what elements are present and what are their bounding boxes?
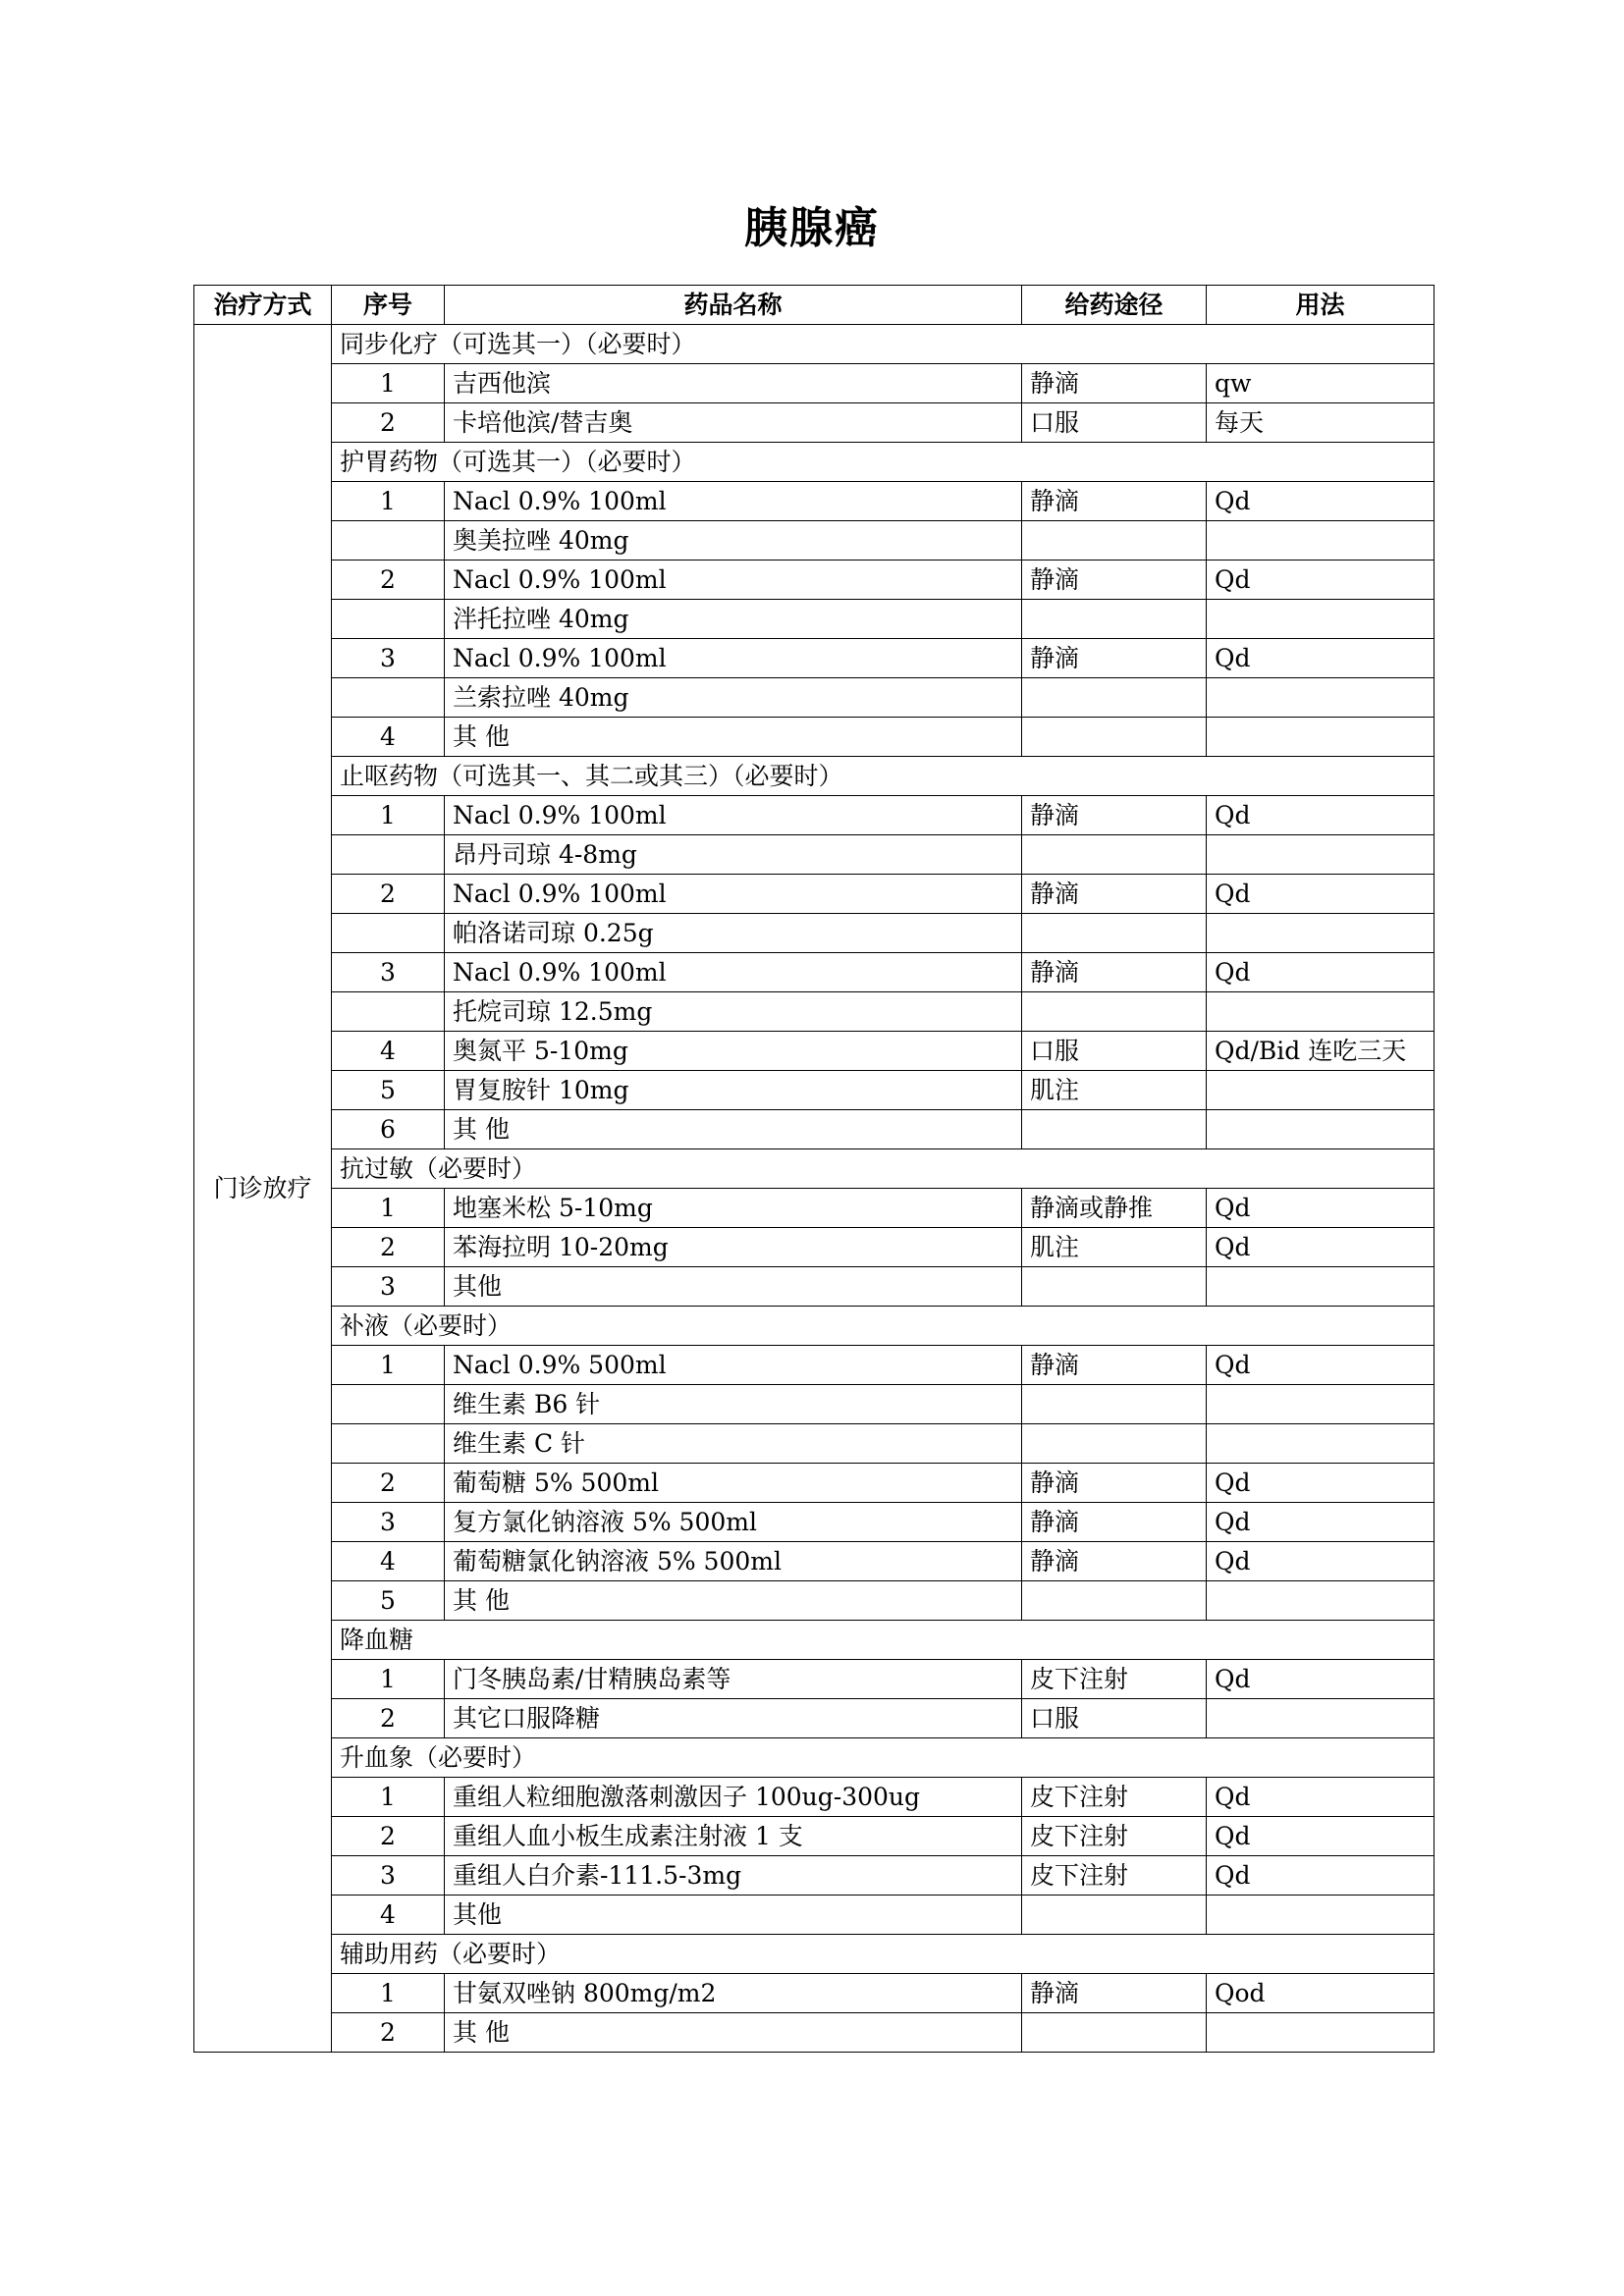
- drug-cell: 奥氮平 5-10mg: [445, 1032, 1022, 1071]
- route-cell: [1022, 992, 1207, 1032]
- drug-cell: 其它口服降糖: [445, 1699, 1022, 1738]
- seq-cell: 1: [332, 1660, 445, 1699]
- table-row: [194, 1110, 1435, 1149]
- table-row: [194, 1424, 1435, 1464]
- drug-cell: Nacl 0.9% 100ml: [445, 875, 1022, 914]
- usage-cell: Qd: [1207, 1228, 1435, 1267]
- header-seq: 序号: [332, 286, 445, 325]
- seq-cell: 2: [332, 403, 445, 443]
- seq-cell: 1: [332, 1778, 445, 1817]
- seq-cell: [332, 678, 445, 718]
- seq-cell: 1: [332, 1974, 445, 2013]
- usage-cell: Qd/Bid 连吃三天: [1207, 1032, 1435, 1071]
- drug-cell: 泮托拉唑 40mg: [445, 600, 1022, 639]
- table-row: [194, 718, 1435, 757]
- route-cell: 静滴: [1022, 796, 1207, 835]
- usage-cell: Qd: [1207, 1817, 1435, 1856]
- group-title: 护胃药物（可选其一）（必要时）: [332, 443, 1435, 482]
- group-title: 抗过敏（必要时）: [332, 1149, 1435, 1189]
- group-row: [194, 443, 1435, 482]
- usage-cell: [1207, 1581, 1435, 1621]
- route-cell: 静滴: [1022, 482, 1207, 521]
- table-row: [194, 600, 1435, 639]
- route-cell: 静滴: [1022, 1464, 1207, 1503]
- table-row: [194, 1699, 1435, 1738]
- usage-cell: Qd: [1207, 1189, 1435, 1228]
- table-row: [194, 796, 1435, 835]
- route-cell: 皮下注射: [1022, 1856, 1207, 1896]
- group-row: [194, 1149, 1435, 1189]
- route-cell: 肌注: [1022, 1071, 1207, 1110]
- table-row: [194, 914, 1435, 953]
- drug-cell: 托烷司琼 12.5mg: [445, 992, 1022, 1032]
- drug-cell: 胃复胺针 10mg: [445, 1071, 1022, 1110]
- seq-cell: [332, 992, 445, 1032]
- usage-cell: Qd: [1207, 875, 1435, 914]
- table-row: [194, 1817, 1435, 1856]
- route-cell: 口服: [1022, 1699, 1207, 1738]
- drug-cell: 其 他: [445, 2013, 1022, 2053]
- route-cell: 静滴: [1022, 1503, 1207, 1542]
- drug-cell: 重组人粒细胞激落刺激因子 100ug-300ug: [445, 1778, 1022, 1817]
- seq-cell: 5: [332, 1071, 445, 1110]
- route-cell: 静滴: [1022, 875, 1207, 914]
- seq-cell: 4: [332, 718, 445, 757]
- route-cell: 静滴: [1022, 364, 1207, 403]
- seq-cell: [332, 521, 445, 561]
- seq-cell: 4: [332, 1032, 445, 1071]
- route-cell: 静滴: [1022, 639, 1207, 678]
- drug-cell: 复方氯化钠溶液 5% 500ml: [445, 1503, 1022, 1542]
- table-row: [194, 364, 1435, 403]
- route-cell: 静滴: [1022, 561, 1207, 600]
- drug-cell: Nacl 0.9% 500ml: [445, 1346, 1022, 1385]
- table-row: [194, 1464, 1435, 1503]
- drug-cell: 其他: [445, 1896, 1022, 1935]
- table-row: [194, 1581, 1435, 1621]
- table-row: [194, 875, 1435, 914]
- table-row: [194, 678, 1435, 718]
- usage-cell: [1207, 1424, 1435, 1464]
- drug-cell: 甘氨双唑钠 800mg/m2: [445, 1974, 1022, 2013]
- usage-cell: Qd: [1207, 1542, 1435, 1581]
- usage-cell: Qd: [1207, 1660, 1435, 1699]
- usage-cell: Qd: [1207, 1346, 1435, 1385]
- route-cell: 静滴: [1022, 953, 1207, 992]
- route-cell: 静滴: [1022, 1542, 1207, 1581]
- drug-cell: 重组人血小板生成素注射液 1 支: [445, 1817, 1022, 1856]
- table-row: [194, 2013, 1435, 2053]
- seq-cell: 1: [332, 364, 445, 403]
- route-cell: [1022, 678, 1207, 718]
- drug-cell: 其 他: [445, 1581, 1022, 1621]
- header-route: 给药途径: [1022, 286, 1207, 325]
- table-row: [194, 482, 1435, 521]
- drug-cell: 维生素 C 针: [445, 1424, 1022, 1464]
- group-row: [194, 1307, 1435, 1346]
- drug-cell: Nacl 0.9% 100ml: [445, 796, 1022, 835]
- seq-cell: 3: [332, 639, 445, 678]
- drug-cell: 昂丹司琼 4-8mg: [445, 835, 1022, 875]
- route-cell: 静滴: [1022, 1974, 1207, 2013]
- table-row: [194, 835, 1435, 875]
- seq-cell: [332, 835, 445, 875]
- route-cell: [1022, 1896, 1207, 1935]
- table-row: [194, 1228, 1435, 1267]
- seq-cell: 4: [332, 1542, 445, 1581]
- usage-cell: [1207, 678, 1435, 718]
- usage-cell: [1207, 1071, 1435, 1110]
- header-drug: 药品名称: [445, 286, 1022, 325]
- table-row: [194, 1896, 1435, 1935]
- table-row: [194, 1503, 1435, 1542]
- route-cell: 皮下注射: [1022, 1778, 1207, 1817]
- group-title: 补液（必要时）: [332, 1307, 1435, 1346]
- drug-cell: 其 他: [445, 1110, 1022, 1149]
- route-cell: 皮下注射: [1022, 1660, 1207, 1699]
- header-usage: 用法: [1207, 286, 1435, 325]
- seq-cell: 1: [332, 1189, 445, 1228]
- drug-cell: 苯海拉明 10-20mg: [445, 1228, 1022, 1267]
- usage-cell: [1207, 1699, 1435, 1738]
- usage-cell: [1207, 600, 1435, 639]
- seq-cell: 2: [332, 2013, 445, 2053]
- usage-cell: Qd: [1207, 953, 1435, 992]
- drug-cell: 兰索拉唑 40mg: [445, 678, 1022, 718]
- drug-cell: 卡培他滨/替吉奥: [445, 403, 1022, 443]
- usage-cell: Qd: [1207, 1856, 1435, 1896]
- seq-cell: 1: [332, 1346, 445, 1385]
- header-treatment: 治疗方式: [194, 286, 332, 325]
- drug-cell: 地塞米松 5-10mg: [445, 1189, 1022, 1228]
- drug-cell: 门冬胰岛素/甘精胰岛素等: [445, 1660, 1022, 1699]
- seq-cell: 3: [332, 1503, 445, 1542]
- usage-cell: Qd: [1207, 796, 1435, 835]
- seq-cell: 3: [332, 1267, 445, 1307]
- route-cell: 肌注: [1022, 1228, 1207, 1267]
- table-row: [194, 953, 1435, 992]
- usage-cell: [1207, 2013, 1435, 2053]
- table-row: [194, 561, 1435, 600]
- drug-cell: 吉西他滨: [445, 364, 1022, 403]
- usage-cell: Qd: [1207, 639, 1435, 678]
- seq-cell: [332, 914, 445, 953]
- drug-cell: Nacl 0.9% 100ml: [445, 561, 1022, 600]
- usage-cell: [1207, 1896, 1435, 1935]
- table-row: [194, 1032, 1435, 1071]
- table-row: [194, 1542, 1435, 1581]
- route-cell: [1022, 835, 1207, 875]
- group-title: 止呕药物（可选其一、其二或其三）（必要时）: [332, 757, 1435, 796]
- seq-cell: [332, 1424, 445, 1464]
- seq-cell: 3: [332, 1856, 445, 1896]
- table-row: [194, 639, 1435, 678]
- table-row: [194, 1385, 1435, 1424]
- table-row: [194, 1660, 1435, 1699]
- usage-cell: Qd: [1207, 482, 1435, 521]
- route-cell: [1022, 718, 1207, 757]
- page-title: 胰腺癌: [744, 203, 880, 253]
- usage-cell: Qd: [1207, 1464, 1435, 1503]
- route-cell: [1022, 1385, 1207, 1424]
- group-title: 降血糖: [332, 1621, 1435, 1660]
- route-cell: [1022, 1581, 1207, 1621]
- seq-cell: 4: [332, 1896, 445, 1935]
- drug-cell: Nacl 0.9% 100ml: [445, 639, 1022, 678]
- route-cell: 口服: [1022, 1032, 1207, 1071]
- drug-cell: 其他: [445, 1267, 1022, 1307]
- usage-cell: Qod: [1207, 1974, 1435, 2013]
- seq-cell: 5: [332, 1581, 445, 1621]
- group-row: [194, 1621, 1435, 1660]
- seq-cell: 2: [332, 1464, 445, 1503]
- usage-cell: [1207, 1110, 1435, 1149]
- usage-cell: [1207, 914, 1435, 953]
- seq-cell: 2: [332, 561, 445, 600]
- table-row: [194, 992, 1435, 1032]
- group-row: [194, 1738, 1435, 1778]
- group-title: 升血象（必要时）: [332, 1738, 1435, 1778]
- seq-cell: 1: [332, 796, 445, 835]
- seq-cell: [332, 1385, 445, 1424]
- group-title: 同步化疗（可选其一）（必要时）: [332, 325, 1435, 364]
- route-cell: 静滴: [1022, 1346, 1207, 1385]
- drug-cell: 重组人白介素-111.5-3mg: [445, 1856, 1022, 1896]
- table-row: [194, 521, 1435, 561]
- table-row: [194, 1346, 1435, 1385]
- usage-cell: [1207, 718, 1435, 757]
- table-row: [194, 1778, 1435, 1817]
- seq-cell: 2: [332, 1817, 445, 1856]
- route-cell: 皮下注射: [1022, 1817, 1207, 1856]
- treatment-cell: 门诊放疗: [194, 325, 332, 2053]
- table-row: [194, 1856, 1435, 1896]
- route-cell: 口服: [1022, 403, 1207, 443]
- drug-cell: 葡萄糖 5% 500ml: [445, 1464, 1022, 1503]
- usage-cell: [1207, 992, 1435, 1032]
- route-cell: [1022, 1110, 1207, 1149]
- seq-cell: 2: [332, 875, 445, 914]
- usage-cell: Qd: [1207, 1503, 1435, 1542]
- group-title: 辅助用药（必要时）: [332, 1935, 1435, 1974]
- usage-cell: 每天: [1207, 403, 1435, 443]
- route-cell: [1022, 2013, 1207, 2053]
- table-row: [194, 403, 1435, 443]
- table-row: [194, 1974, 1435, 2013]
- medication-table: [193, 285, 1435, 2053]
- seq-cell: 6: [332, 1110, 445, 1149]
- drug-cell: Nacl 0.9% 100ml: [445, 482, 1022, 521]
- usage-cell: [1207, 1385, 1435, 1424]
- drug-cell: Nacl 0.9% 100ml: [445, 953, 1022, 992]
- seq-cell: 3: [332, 953, 445, 992]
- drug-cell: 葡萄糖氯化钠溶液 5% 500ml: [445, 1542, 1022, 1581]
- seq-cell: [332, 600, 445, 639]
- usage-cell: Qd: [1207, 561, 1435, 600]
- drug-cell: 维生素 B6 针: [445, 1385, 1022, 1424]
- drug-cell: 奥美拉唑 40mg: [445, 521, 1022, 561]
- route-cell: [1022, 521, 1207, 561]
- usage-cell: [1207, 521, 1435, 561]
- seq-cell: 2: [332, 1699, 445, 1738]
- seq-cell: 1: [332, 482, 445, 521]
- group-row: [194, 1935, 1435, 1974]
- group-row: [194, 325, 1435, 364]
- drug-cell: 其 他: [445, 718, 1022, 757]
- route-cell: [1022, 1267, 1207, 1307]
- header-row: [194, 286, 1435, 325]
- drug-cell: 帕洛诺司琼 0.25g: [445, 914, 1022, 953]
- seq-cell: 2: [332, 1228, 445, 1267]
- usage-cell: [1207, 1267, 1435, 1307]
- usage-cell: qw: [1207, 364, 1435, 403]
- route-cell: [1022, 914, 1207, 953]
- table-row: [194, 1189, 1435, 1228]
- route-cell: [1022, 600, 1207, 639]
- route-cell: 静滴或静推: [1022, 1189, 1207, 1228]
- group-row: [194, 757, 1435, 796]
- route-cell: [1022, 1424, 1207, 1464]
- usage-cell: Qd: [1207, 1778, 1435, 1817]
- table-row: [194, 1267, 1435, 1307]
- usage-cell: [1207, 835, 1435, 875]
- table-row: [194, 1071, 1435, 1110]
